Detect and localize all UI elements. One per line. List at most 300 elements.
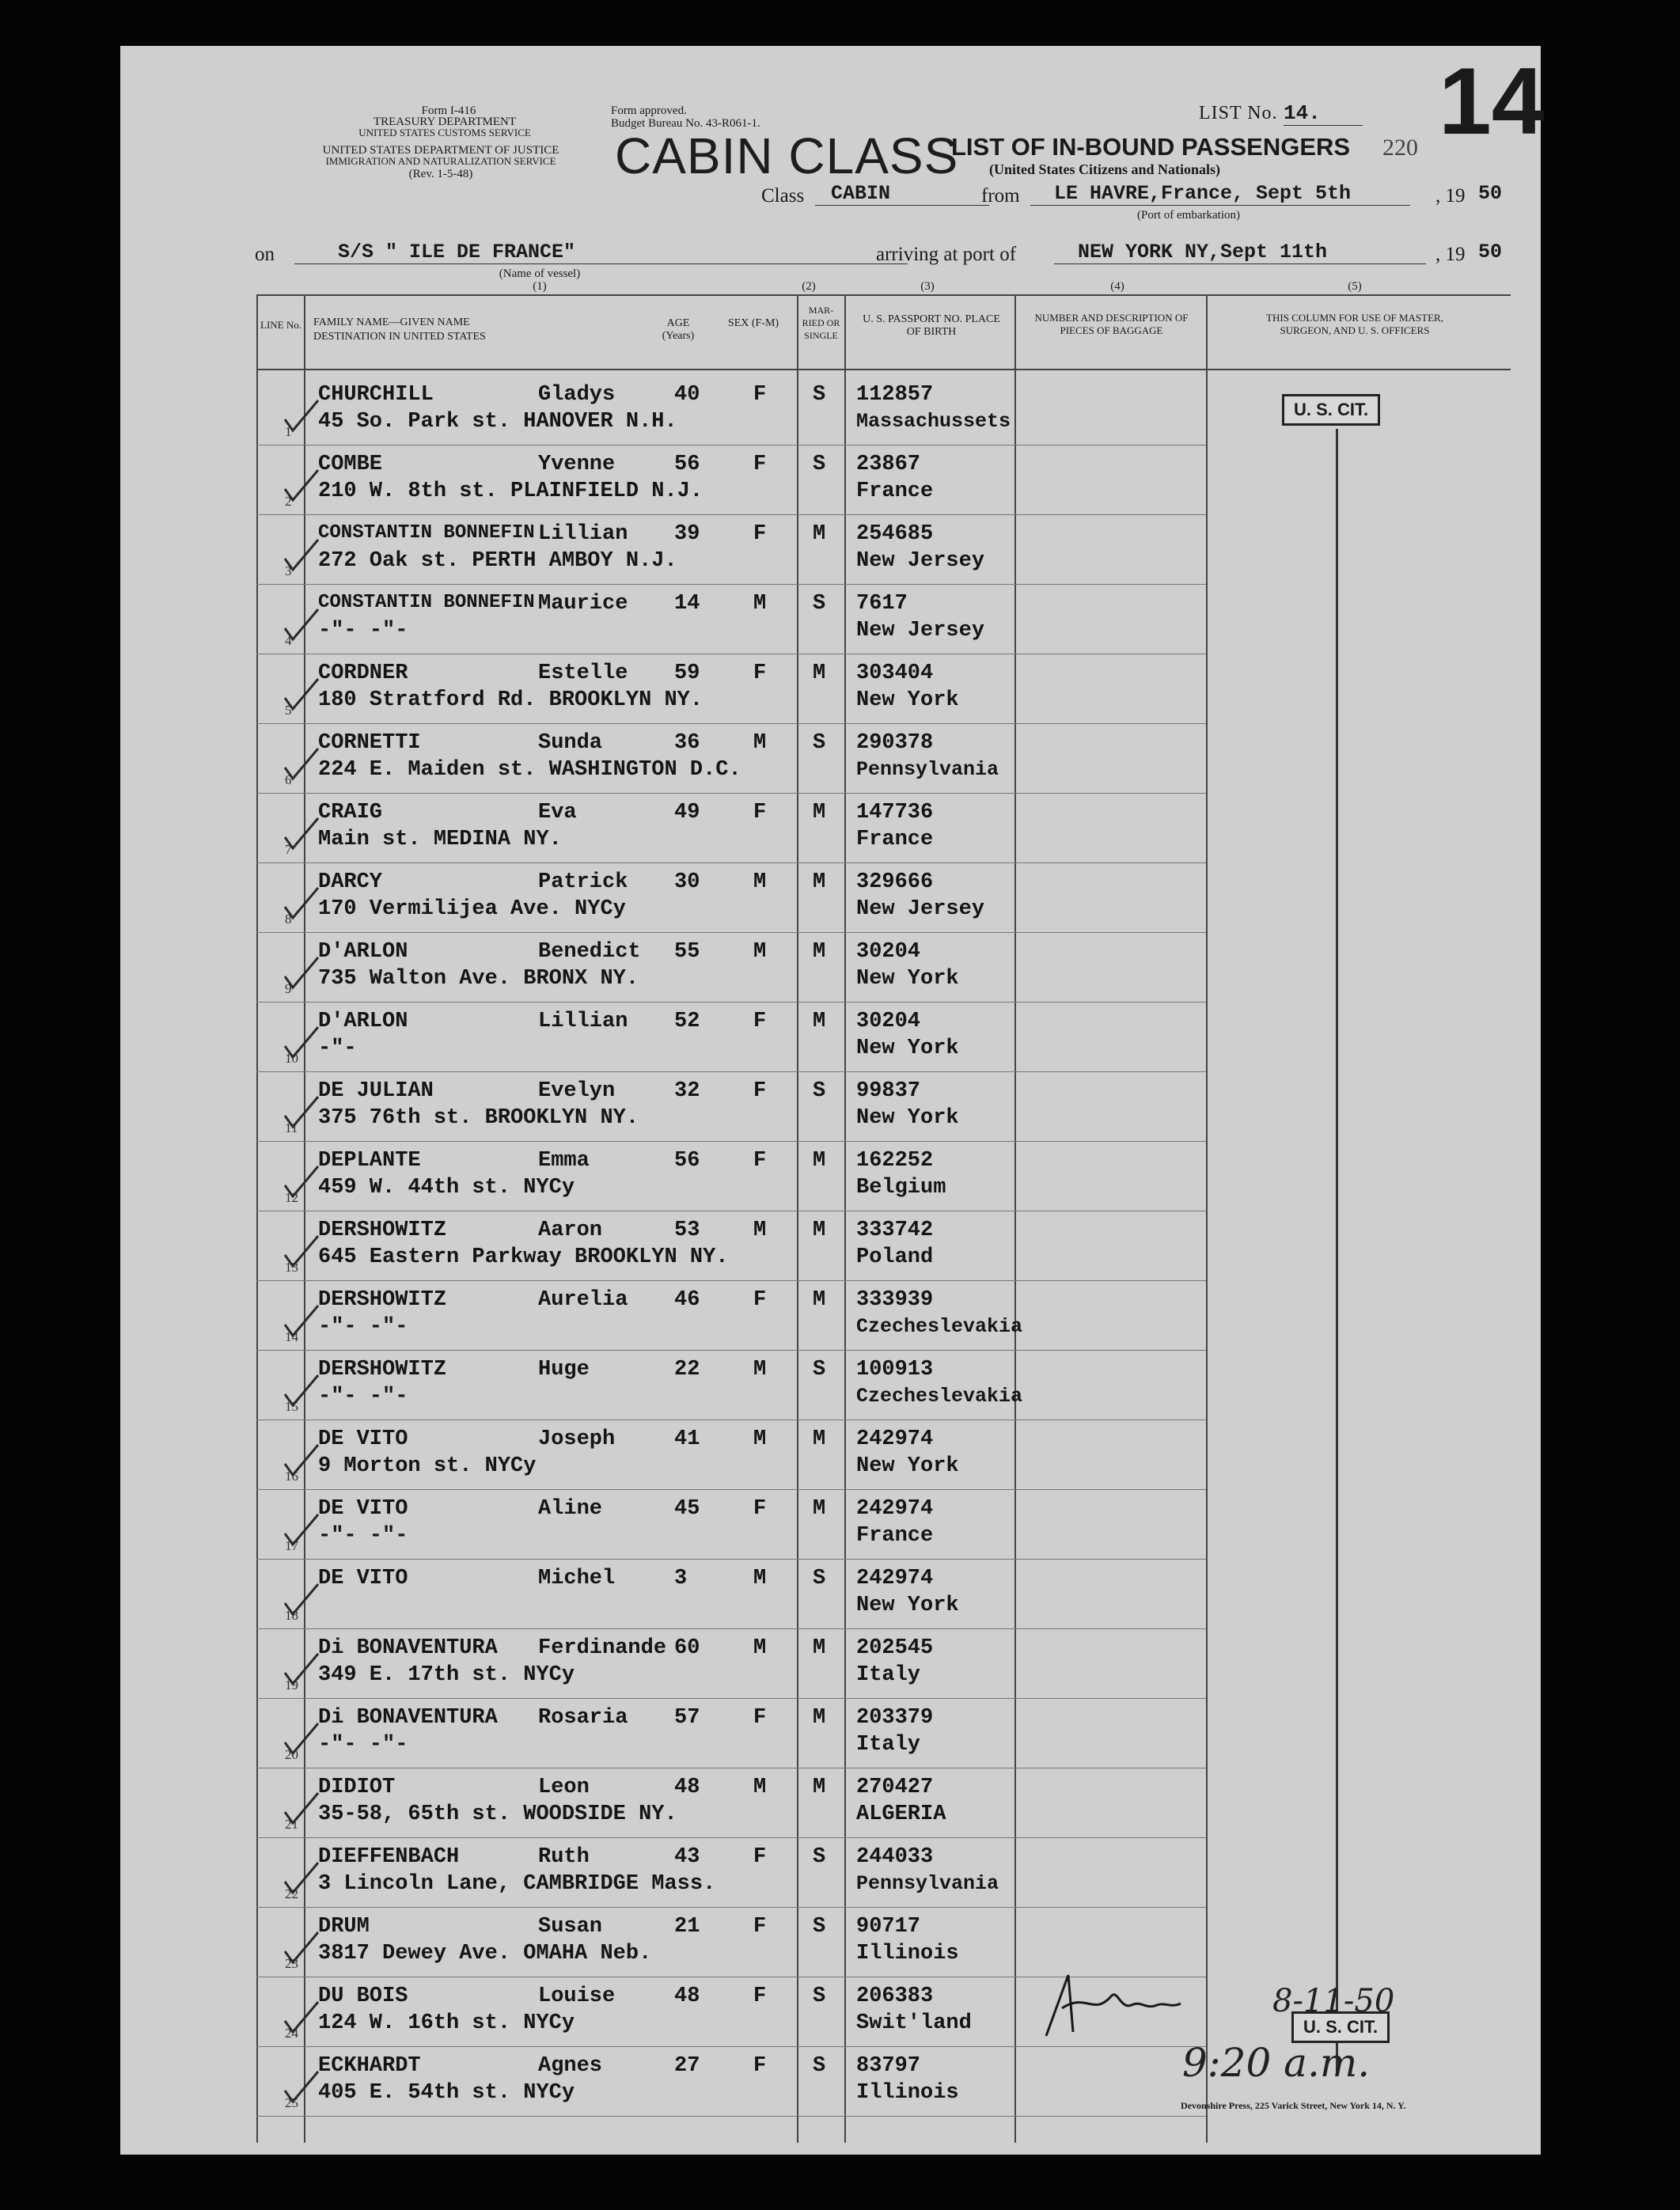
marital-status: M — [813, 522, 826, 546]
destination: 45 So. Park st. HANOVER N.H. — [318, 410, 677, 434]
destination: 3817 Dewey Ave. OMAHA Neb. — [318, 1942, 652, 1965]
row-separator — [256, 1350, 1206, 1351]
line-number: 7 — [285, 842, 292, 857]
line-number: 11 — [285, 1120, 298, 1135]
sex: F — [753, 1984, 767, 2008]
sex: F — [753, 383, 767, 407]
col-header-baggage: NUMBER AND DESCRIPTION OF PIECES OF BAGGAGE — [1034, 312, 1189, 336]
line-number: 23 — [285, 1956, 298, 1971]
given-name: Leon — [538, 1776, 590, 1799]
family-name: CONSTANTIN BONNEFIN — [318, 592, 535, 613]
table-row — [120, 1632, 1541, 1701]
check-mark-icon — [282, 1510, 321, 1549]
destination: 124 W. 16th st. NYCy — [318, 2011, 575, 2035]
row-separator — [256, 1559, 1206, 1560]
place-of-birth: France — [856, 1524, 934, 1548]
given-name: Rosaria — [538, 1706, 628, 1730]
table-row — [120, 1910, 1541, 1980]
sex: F — [753, 1010, 767, 1033]
destination: 375 76th st. BROOKLYN NY. — [318, 1106, 639, 1130]
given-name: Estelle — [538, 661, 628, 685]
place-of-birth: New York — [856, 1594, 959, 1617]
line-number: 6 — [285, 772, 292, 787]
passport-number: 203379 — [856, 1706, 934, 1730]
check-mark-icon — [282, 1579, 321, 1619]
handwritten-time: 9:20 a.m. — [1182, 2040, 1371, 2086]
given-name: Michel — [538, 1567, 616, 1590]
arriving-label: arriving at port of — [876, 244, 1017, 265]
table-row — [120, 1144, 1541, 1214]
line-number: 5 — [285, 703, 292, 718]
place-of-birth: New Jersey — [856, 619, 985, 643]
age: 43 — [674, 1845, 700, 1869]
sex: M — [753, 1219, 767, 1242]
cabin-class-stamp: CABIN CLASS — [615, 127, 959, 184]
marital-status: M — [813, 1706, 826, 1730]
marital-status: S — [813, 592, 826, 616]
sex: F — [753, 1288, 767, 1312]
table-header-border — [256, 369, 1511, 370]
place-of-birth: Czecheslevakia — [856, 1385, 1023, 1408]
age: 21 — [674, 1915, 700, 1939]
marital-status: M — [813, 661, 826, 685]
marital-status: M — [813, 1219, 826, 1242]
age: 14 — [674, 592, 700, 616]
line-number: 12 — [285, 1190, 298, 1205]
line-number: 1 — [285, 424, 292, 439]
given-name: Ferdinande — [538, 1636, 667, 1660]
marital-status: M — [813, 1776, 826, 1799]
given-name: Aline — [538, 1497, 603, 1521]
family-name: DIEFFENBACH — [318, 1845, 460, 1869]
destination: 459 W. 44th st. NYCy — [318, 1176, 575, 1200]
row-separator — [256, 1071, 1206, 1072]
place-of-birth: Swit'land — [856, 2011, 972, 2035]
check-mark-icon — [282, 1788, 321, 1828]
given-name: Aaron — [538, 1219, 603, 1242]
us-citizen-stamp-top: U. S. CIT. — [1282, 394, 1380, 426]
sex: F — [753, 453, 767, 476]
passport-number: 303404 — [856, 661, 934, 685]
place-of-birth: Illinois — [856, 1942, 959, 1965]
line-number: 3 — [285, 563, 292, 578]
port-embarkation-caption: (Port of embarkation) — [1137, 209, 1240, 222]
family-name: Di BONAVENTURA — [318, 1636, 498, 1660]
place-of-birth: Czecheslevakia — [856, 1315, 1023, 1338]
row-separator — [256, 514, 1206, 515]
line-number: 2 — [285, 494, 292, 509]
passport-number: 7617 — [856, 592, 908, 616]
marital-status: M — [813, 1149, 826, 1173]
row-separator — [256, 1002, 1206, 1003]
age: 53 — [674, 1219, 700, 1242]
column-number-1: (1) — [533, 280, 547, 293]
table-row — [120, 517, 1541, 587]
check-mark-icon — [282, 953, 321, 992]
age: 39 — [674, 522, 700, 546]
printer-imprint: Devonshire Press, 225 Varick Street, New York 14, N. Y. — [1181, 2100, 1406, 2111]
check-mark-icon — [282, 813, 321, 853]
age: 49 — [674, 801, 700, 824]
sex: F — [753, 522, 767, 546]
marital-status: M — [813, 940, 826, 964]
row-separator — [256, 1489, 1206, 1490]
page-number-large: 14 — [1439, 48, 1545, 154]
passport-number: 242974 — [856, 1427, 934, 1451]
passport-number: 23867 — [856, 453, 921, 476]
marital-status: S — [813, 1358, 826, 1382]
given-name: Huge — [538, 1358, 590, 1382]
destination: -"- -"- — [318, 1315, 408, 1339]
table-row — [120, 1005, 1541, 1075]
row-separator — [256, 1280, 1206, 1281]
sex: M — [753, 870, 767, 894]
row-separator — [256, 1907, 1206, 1908]
col-header-officers: THIS COLUMN FOR USE OF MASTER, SURGEON, AND U. S. OFFICERS — [1266, 312, 1443, 336]
col-header-line-no: LINE No. — [260, 319, 301, 331]
family-name: DERSHOWITZ — [318, 1288, 447, 1312]
marital-status: M — [813, 870, 826, 894]
column-number-5: (5) — [1348, 280, 1362, 293]
table-row — [120, 726, 1541, 796]
given-name: Joseph — [538, 1427, 616, 1451]
form-approved: Form approved. — [611, 104, 687, 117]
table-row — [120, 448, 1541, 517]
check-mark-icon — [282, 465, 321, 505]
place-of-birth: Italy — [856, 1733, 921, 1757]
sex: M — [753, 1567, 767, 1590]
given-name: Louise — [538, 1984, 616, 2008]
form-number: Form I-416 — [421, 104, 476, 117]
family-name: DRUM — [318, 1915, 370, 1939]
passenger-manifest-sheet — [120, 46, 1545, 2155]
family-name: DARCY — [318, 870, 383, 894]
line-number: 20 — [285, 1747, 298, 1762]
family-name: CORDNER — [318, 661, 408, 685]
table-row — [120, 1562, 1541, 1632]
check-mark-icon — [282, 1162, 321, 1201]
line-number: 8 — [285, 912, 292, 927]
sex: M — [753, 1358, 767, 1382]
table-row — [120, 1492, 1541, 1562]
passport-number: 202545 — [856, 1636, 934, 1660]
age: 32 — [674, 1079, 700, 1103]
row-separator — [256, 1837, 1206, 1838]
given-name: Lillian — [538, 522, 628, 546]
table-row — [120, 1214, 1541, 1283]
given-name: Maurice — [538, 592, 628, 616]
row-separator — [256, 2116, 1206, 2117]
family-name: DE JULIAN — [318, 1079, 434, 1103]
place-of-birth: France — [856, 480, 934, 503]
marital-status: S — [813, 453, 826, 476]
table-row — [120, 587, 1541, 657]
line-number: 19 — [285, 1677, 298, 1693]
given-name: Sunda — [538, 731, 603, 755]
class-label: Class — [761, 185, 805, 207]
age: 3 — [674, 1567, 688, 1590]
destination: 180 Stratford Rd. BROOKLYN NY. — [318, 688, 703, 712]
line-number: 24 — [285, 2026, 298, 2041]
check-mark-icon — [282, 1719, 321, 1758]
family-name: Di BONAVENTURA — [318, 1706, 498, 1730]
table-top-border — [256, 294, 1511, 296]
col-header-age: AGE (Years) — [662, 317, 695, 342]
line-number: 10 — [285, 1051, 298, 1066]
place-of-birth: New Jersey — [856, 897, 985, 921]
page-number-small: 220 — [1382, 135, 1418, 161]
family-name: DE VITO — [318, 1427, 408, 1451]
passport-number: 333742 — [856, 1219, 934, 1242]
marital-status: S — [813, 1567, 826, 1590]
check-mark-icon — [282, 1928, 321, 1967]
col-header-name: FAMILY NAME—GIVEN NAME — [313, 317, 470, 328]
age: 27 — [674, 2054, 700, 2078]
sex: F — [753, 1497, 767, 1521]
family-name: DU BOIS — [318, 1984, 408, 2008]
family-name: COMBE — [318, 453, 383, 476]
passport-number: 206383 — [856, 1984, 934, 2008]
col-header-married: MAR-RIED OR SINGLE — [802, 305, 840, 341]
line-number: 9 — [285, 981, 292, 996]
age: 60 — [674, 1636, 700, 1660]
given-name: Agnes — [538, 2054, 603, 2078]
line-number: 25 — [285, 2095, 298, 2110]
list-title: LIST OF IN-BOUND PASSENGERS — [951, 133, 1351, 161]
line-number: 13 — [285, 1260, 298, 1275]
destination: 3 Lincoln Lane, CAMBRIDGE Mass. — [318, 1872, 716, 1896]
family-name: DERSHOWITZ — [318, 1358, 447, 1382]
passport-number: 100913 — [856, 1358, 934, 1382]
destination: 210 W. 8th st. PLAINFIELD N.J. — [318, 480, 703, 503]
check-mark-icon — [282, 1092, 321, 1132]
family-name: DEPLANTE — [318, 1149, 421, 1173]
destination: -"- -"- — [318, 1524, 408, 1548]
destination: -"- -"- — [318, 1733, 408, 1757]
table-row — [120, 796, 1541, 866]
destination: 35-58, 65th st. WOODSIDE NY. — [318, 1802, 677, 1826]
vessel-name: S/S " ILE DE FRANCE" — [294, 241, 908, 264]
marital-status: S — [813, 1079, 826, 1103]
table-row — [120, 1701, 1541, 1771]
arrival-year-label: , 19 — [1435, 244, 1466, 265]
check-mark-icon — [282, 744, 321, 783]
check-mark-icon — [282, 1649, 321, 1689]
given-name: Susan — [538, 1915, 603, 1939]
from-value: LE HAVRE,France, Sept 5th — [1030, 182, 1410, 206]
table-row — [120, 1423, 1541, 1492]
given-name: Aurelia — [538, 1288, 628, 1312]
age: 52 — [674, 1010, 700, 1033]
row-separator — [256, 932, 1206, 933]
row-separator — [256, 723, 1206, 724]
officer-ditto-line — [1336, 429, 1338, 2075]
sex: M — [753, 1427, 767, 1451]
passport-number: 30204 — [856, 1010, 921, 1033]
handwritten-date: 8-11-50 — [1272, 1983, 1395, 2019]
justice-dept: UNITED STATES DEPARTMENT OF JUSTICE — [322, 144, 559, 157]
family-name: CRAIG — [318, 801, 383, 824]
table-row — [120, 935, 1541, 1005]
destination: 735 Walton Ave. BRONX NY. — [318, 967, 639, 991]
row-separator — [256, 1698, 1206, 1699]
check-mark-icon — [282, 1231, 321, 1271]
sex: F — [753, 661, 767, 685]
place-of-birth: Illinois — [856, 2081, 959, 2105]
place-of-birth: New York — [856, 688, 959, 712]
family-name: CONSTANTIN BONNEFIN — [318, 522, 535, 544]
age: 57 — [674, 1706, 700, 1730]
family-name: D'ARLON — [318, 940, 408, 964]
check-mark-icon — [282, 1301, 321, 1340]
table-row — [120, 1283, 1541, 1353]
destination: 645 Eastern Parkway BROOKLYN NY. — [318, 1245, 729, 1269]
family-name: DE VITO — [318, 1497, 408, 1521]
vessel-caption: (Name of vessel) — [499, 267, 581, 280]
passport-number: 333939 — [856, 1288, 934, 1312]
family-name: CORNETTI — [318, 731, 421, 755]
customs-service: UNITED STATES CUSTOMS SERVICE — [358, 127, 531, 138]
age: 55 — [674, 940, 700, 964]
sex: F — [753, 1845, 767, 1869]
sex: M — [753, 592, 767, 616]
passport-number: 290378 — [856, 731, 934, 755]
column-number-4: (4) — [1110, 280, 1124, 293]
sex: F — [753, 1149, 767, 1173]
passport-number: 254685 — [856, 522, 934, 546]
given-name: Benedict — [538, 940, 641, 964]
table-row — [120, 1840, 1541, 1910]
family-name: DIDIOT — [318, 1776, 396, 1799]
row-separator — [256, 584, 1206, 585]
marital-status: M — [813, 1427, 826, 1451]
class-value: CABIN — [815, 182, 989, 206]
budget-bureau: Budget Bureau No. 43-R061-1. — [611, 117, 760, 130]
marital-status: M — [813, 801, 826, 824]
passport-number: 270427 — [856, 1776, 934, 1799]
passport-number: 147736 — [856, 801, 934, 824]
row-separator — [256, 793, 1206, 794]
marital-status: M — [813, 1497, 826, 1521]
destination: 9 Morton st. NYCy — [318, 1454, 537, 1478]
line-number: 4 — [285, 633, 292, 648]
line-number: 16 — [285, 1469, 298, 1484]
place-of-birth: New Jersey — [856, 549, 985, 573]
given-name: Ruth — [538, 1845, 590, 1869]
from-label: from — [981, 185, 1020, 207]
family-name: D'ARLON — [318, 1010, 408, 1033]
revision-date: (Rev. 1-5-48) — [408, 168, 473, 180]
table-row — [120, 657, 1541, 726]
col-header-destination: DESTINATION IN UNITED STATES — [313, 331, 486, 343]
age: 40 — [674, 383, 700, 407]
immigration-service: IMMIGRATION AND NATURALIZATION SERVICE — [325, 155, 556, 167]
sex: F — [753, 1079, 767, 1103]
table-row — [120, 1771, 1541, 1840]
family-name: DE VITO — [318, 1567, 408, 1590]
destination: 405 E. 54th st. NYCy — [318, 2081, 575, 2105]
place-of-birth: France — [856, 828, 934, 851]
age: 22 — [674, 1358, 700, 1382]
sex: M — [753, 940, 767, 964]
place-of-birth: New York — [856, 1106, 959, 1130]
marital-status: M — [813, 1288, 826, 1312]
age: 45 — [674, 1497, 700, 1521]
line-number: 14 — [285, 1329, 298, 1344]
sex: F — [753, 1915, 767, 1939]
check-mark-icon — [282, 1858, 321, 1897]
place-of-birth: New York — [856, 967, 959, 991]
family-name: ECKHARDT — [318, 2054, 421, 2078]
col-header-sex: SEX (F-M) — [727, 317, 779, 329]
destination: 272 Oak st. PERTH AMBOY N.J. — [318, 549, 677, 573]
list-no-value: 14. — [1284, 101, 1363, 126]
marital-status: M — [813, 1010, 826, 1033]
place-of-birth: Belgium — [856, 1176, 946, 1200]
sex: M — [753, 1636, 767, 1660]
age: 56 — [674, 453, 700, 476]
passport-number: 242974 — [856, 1497, 934, 1521]
age: 41 — [674, 1427, 700, 1451]
family-name: CHURCHILL — [318, 383, 434, 407]
given-name: Lillian — [538, 1010, 628, 1033]
sex: F — [753, 801, 767, 824]
line-number: 21 — [285, 1817, 298, 1832]
check-mark-icon — [282, 1997, 321, 2037]
place-of-birth: New York — [856, 1454, 959, 1478]
passport-number: 90717 — [856, 1915, 921, 1939]
age: 36 — [674, 731, 700, 755]
passport-number: 83797 — [856, 2054, 921, 2078]
given-name: Yvenne — [538, 453, 616, 476]
us-citizen-stamp-bottom: U. S. CIT. — [1291, 2011, 1390, 2043]
row-separator — [256, 862, 1206, 863]
line-number: 22 — [285, 1886, 298, 1901]
passport-number: 329666 — [856, 870, 934, 894]
given-name: Emma — [538, 1149, 590, 1173]
column-number-2: (2) — [802, 280, 816, 293]
passport-number: 112857 — [856, 383, 934, 407]
on-label: on — [255, 244, 275, 265]
passport-number: 162252 — [856, 1149, 934, 1173]
destination: -"- — [318, 1037, 357, 1060]
age: 48 — [674, 1984, 700, 2008]
given-name: Gladys — [538, 383, 616, 407]
place-of-birth: Pennsylvania — [856, 758, 999, 781]
list-no-label: LIST No. — [1199, 103, 1278, 123]
table-row — [120, 1353, 1541, 1423]
line-number: 18 — [285, 1608, 298, 1623]
age: 48 — [674, 1776, 700, 1799]
row-separator — [256, 1141, 1206, 1142]
line-number: 15 — [285, 1399, 298, 1414]
place-of-birth: New York — [856, 1037, 959, 1060]
inspector-signature — [1038, 1961, 1189, 2048]
sex: F — [753, 1706, 767, 1730]
age: 59 — [674, 661, 700, 685]
given-name: Evelyn — [538, 1079, 616, 1103]
check-mark-icon — [282, 1022, 321, 1062]
check-mark-icon — [282, 535, 321, 574]
sex: F — [753, 2054, 767, 2078]
sex: M — [753, 1776, 767, 1799]
given-name: Patrick — [538, 870, 628, 894]
check-mark-icon — [282, 605, 321, 644]
check-mark-icon — [282, 883, 321, 923]
age: 46 — [674, 1288, 700, 1312]
row-separator — [256, 1628, 1206, 1629]
column-number-3: (3) — [920, 280, 935, 293]
